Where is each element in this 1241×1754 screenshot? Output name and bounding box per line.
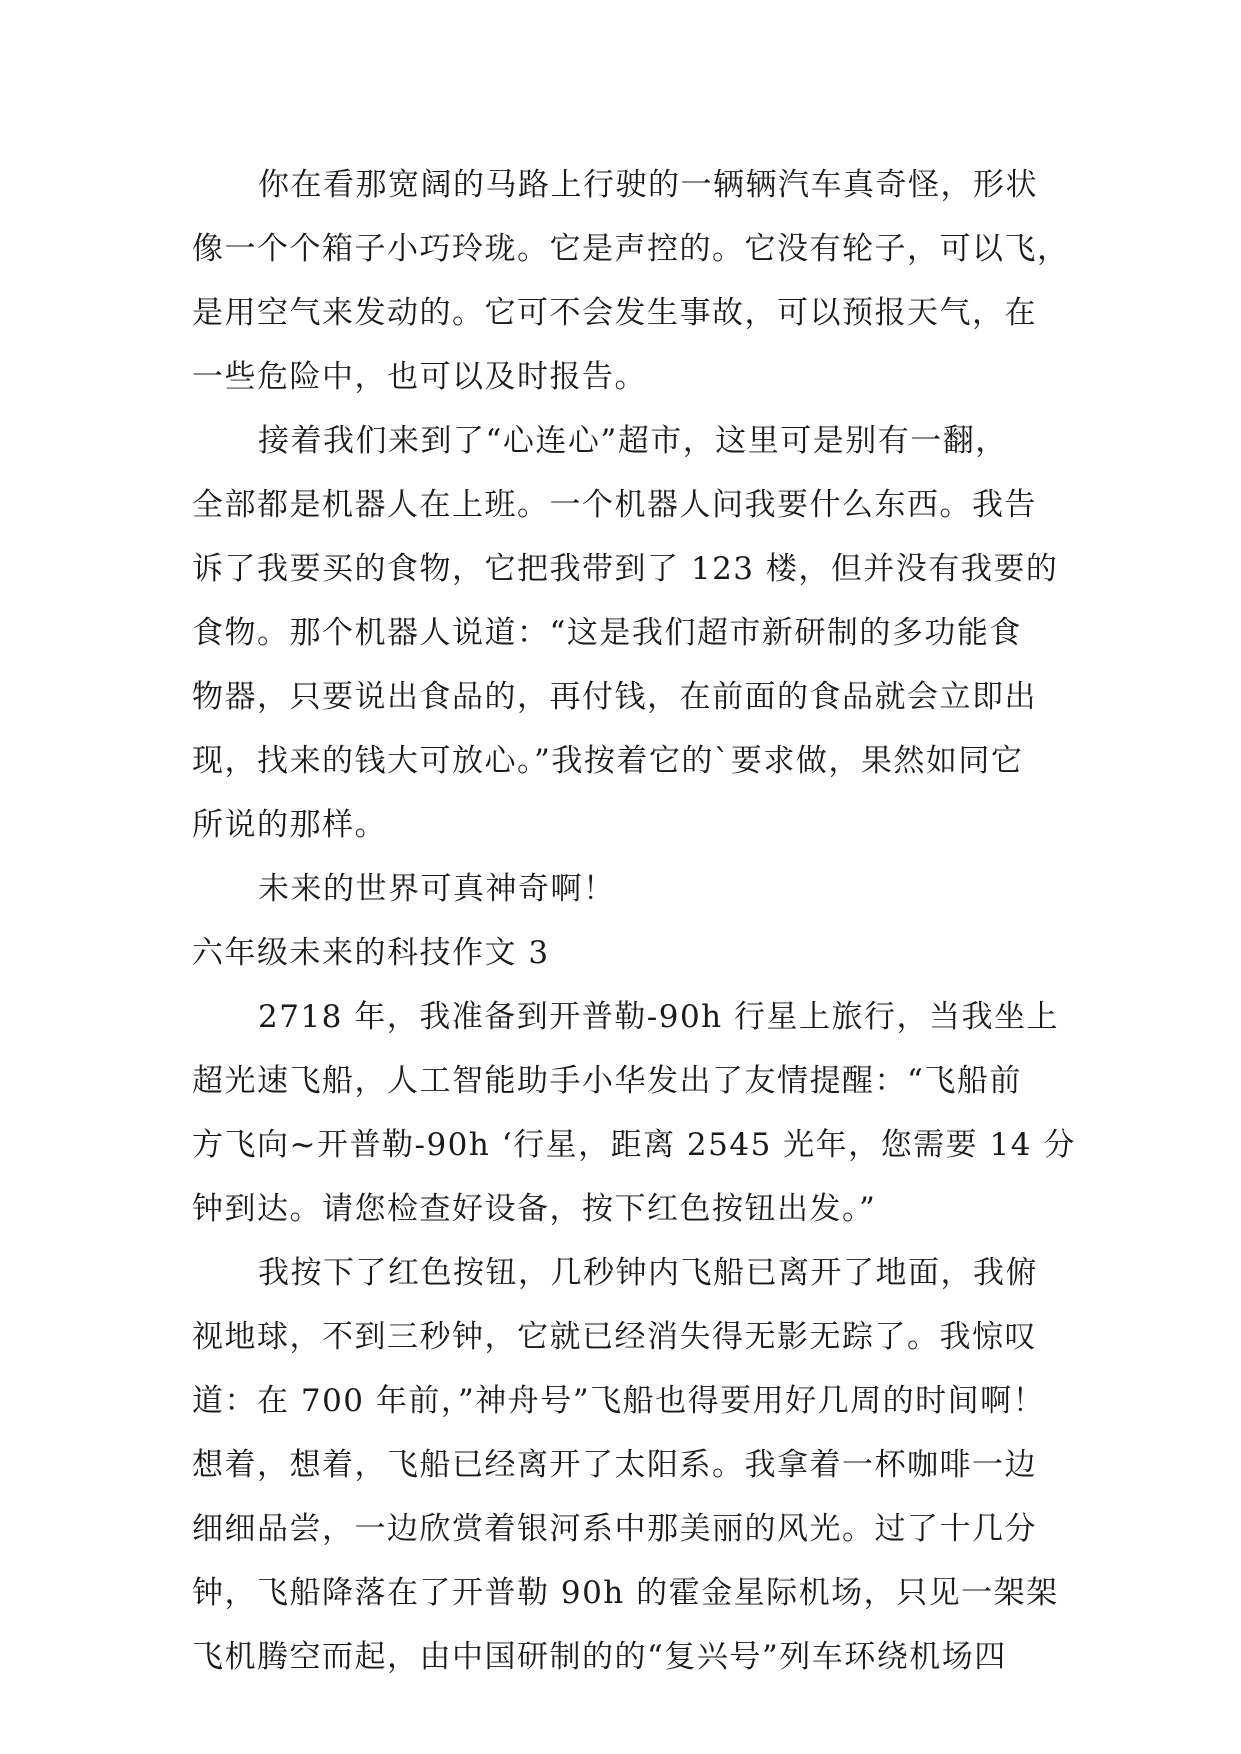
text-line: 想着，想着，飞船已经离开了太阳系。我拿着一杯咖啡一边: [192, 1447, 1037, 1483]
text-line: 物器，只要说出食品的，再付钱，在前面的食品就会立即出: [192, 679, 1037, 715]
text-line: 全部都是机器人在上班。一个机器人问我要什么东西。我告: [192, 487, 1037, 523]
text-line: 飞机腾空而起，由中国研制的的“复兴号”列车环绕机场四: [192, 1639, 1007, 1675]
text-line: 我按下了红色按钮，几秒钟内飞船已离开了地面，我俯: [258, 1255, 1038, 1291]
text-line: 钟到达。请您检查好设备，按下红色按钮出发。”: [192, 1191, 877, 1227]
text-line: 未来的世界可真神奇啊！: [258, 871, 616, 907]
text-line: 是用空气来发动的。它可不会发生事故，可以预报天气，在: [192, 295, 1037, 331]
text-line: 接着我们来到了“心连心”超市，这里可是别有一翻，: [258, 423, 1008, 459]
text-line: 钟，飞船降落在了开普勒 90h 的霍金星际机场，只见一架架: [192, 1575, 1059, 1611]
text-line: 超光速飞船，人工智能助手小华发出了友情提醒：“飞船前: [192, 1063, 1022, 1099]
text-line: 方飞向~开普勒-90h ‘行星，距离 2545 光年，您需要 14 分: [192, 1127, 1076, 1163]
text-line: 道：在 700 年前，”神舟号”飞船也得要用好几周的时间啊！: [192, 1383, 1046, 1419]
text-line: 2718 年，我准备到开普勒-90h 行星上旅行，当我坐上: [258, 999, 1059, 1035]
text-line: 视地球，不到三秒钟，它就已经消失得无影无踪了。我惊叹: [192, 1319, 1037, 1355]
text-line: 像一个个箱子小巧玲珑。它是声控的。它没有轮子，可以飞，: [192, 231, 1070, 267]
text-line: 所说的那样。: [192, 807, 387, 843]
text-line: 诉了我要买的食物，它把我带到了 123 楼，但并没有我要的: [192, 551, 1059, 587]
text-line: 细细品尝，一边欣赏着银河系中那美丽的风光。过了十几分: [192, 1511, 1037, 1547]
text-line: 现，找来的钱大可放心。”我按着它的`要求做，果然如同它: [192, 743, 1024, 779]
text-line: 一些危险中，也可以及时报告。: [192, 359, 647, 395]
section-heading: 六年级未来的科技作文 3: [192, 935, 550, 971]
text-line: 你在看那宽阔的马路上行驶的一辆辆汽车真奇怪，形状: [258, 167, 1038, 203]
text-line: 食物。那个机器人说道：“这是我们超市新研制的多功能食: [192, 615, 1022, 651]
